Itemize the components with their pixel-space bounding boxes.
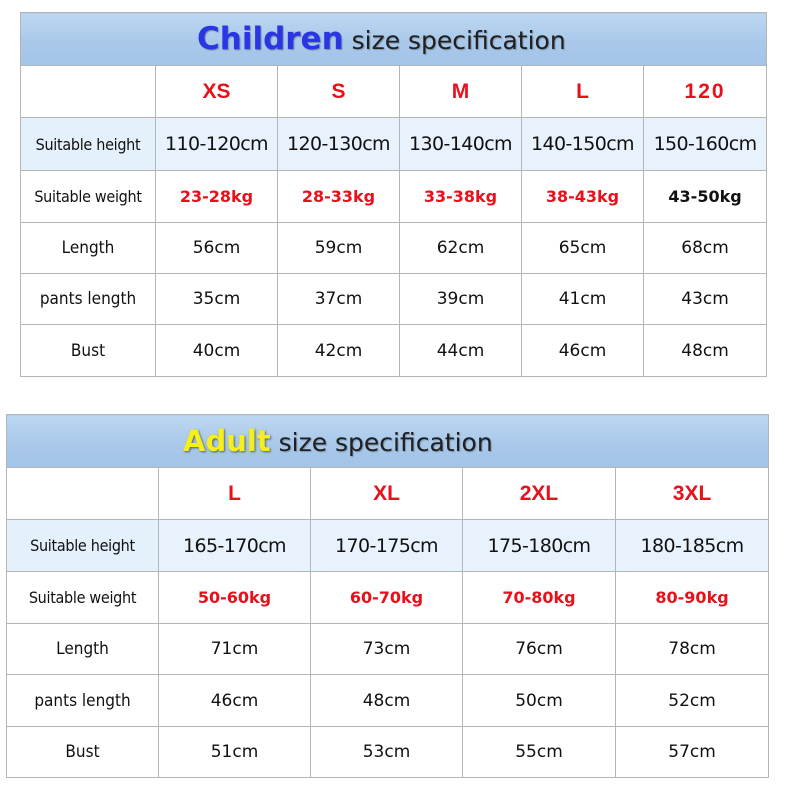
children-height-value: 110-120cm [156, 118, 278, 171]
adult-pants-value: 52cm [616, 675, 769, 727]
adult-bust-label: Bust [7, 727, 159, 778]
children-pants-value: 41cm [522, 274, 644, 325]
adult-size-header-row [7, 468, 769, 520]
adult-height-label: Suitable height [7, 520, 159, 572]
children-bust-value: 42cm [278, 325, 400, 377]
children-weight-value: 28-33kg [278, 171, 400, 223]
adult-weight-value: 50-60kg [159, 572, 311, 624]
adult-length-row [7, 624, 769, 675]
children-pants-value: 43cm [644, 274, 767, 325]
children-size-xs: XS [156, 66, 278, 118]
adult-title-rest: size specification [270, 428, 493, 457]
adult-size-table [6, 414, 769, 778]
children-length-value: 59cm [278, 223, 400, 274]
children-size-table [20, 12, 767, 377]
children-bust-label: Bust [21, 325, 156, 377]
children-height-value: 150-160cm [644, 118, 767, 171]
adult-pants-value: 50cm [463, 675, 616, 727]
adult-bust-value: 55cm [463, 727, 616, 778]
children-pants-row [21, 274, 767, 325]
children-length-value: 65cm [522, 223, 644, 274]
adult-pants-value: 48cm [311, 675, 463, 727]
children-length-value: 62cm [400, 223, 522, 274]
children-pants-value: 37cm [278, 274, 400, 325]
adult-weight-value: 70-80kg [463, 572, 616, 624]
adult-length-label: Length [7, 624, 159, 675]
children-height-value: 140-150cm [522, 118, 644, 171]
adult-height-value: 180-185cm [616, 520, 769, 572]
adult-height-value: 175-180cm [463, 520, 616, 572]
children-length-value: 68cm [644, 223, 767, 274]
adult-title-keyword: Adult [183, 424, 271, 458]
adult-weight-row [7, 572, 769, 624]
children-header-corner [21, 66, 156, 118]
adult-length-value: 73cm [311, 624, 463, 675]
children-bust-row [21, 325, 767, 377]
children-title-rest: size specification [343, 26, 566, 55]
children-size-m: M [400, 66, 522, 118]
adult-length-value: 71cm [159, 624, 311, 675]
children-weight-value: 43-50kg [644, 171, 767, 223]
children-bust-value: 40cm [156, 325, 278, 377]
adult-height-row [7, 520, 769, 572]
children-weight-value: 33-38kg [400, 171, 522, 223]
children-weight-label: Suitable weight [21, 171, 156, 223]
children-size-s: S [278, 66, 400, 118]
adult-height-value: 170-175cm [311, 520, 463, 572]
children-bust-value: 44cm [400, 325, 522, 377]
children-height-row [21, 118, 767, 171]
children-pants-label: pants length [21, 274, 156, 325]
children-title-keyword: Children [197, 21, 344, 57]
adult-weight-value: 80-90kg [616, 572, 769, 624]
adult-length-value: 78cm [616, 624, 769, 675]
children-height-value: 130-140cm [400, 118, 522, 171]
children-weight-value: 38-43kg [522, 171, 644, 223]
children-length-row [21, 223, 767, 274]
adult-pants-label: pants length [7, 675, 159, 727]
children-pants-value: 39cm [400, 274, 522, 325]
children-weight-row [21, 171, 767, 223]
children-pants-value: 35cm [156, 274, 278, 325]
children-length-label: Length [21, 223, 156, 274]
adult-bust-value: 51cm [159, 727, 311, 778]
adult-table-title [7, 415, 769, 468]
adult-header-corner [7, 468, 159, 520]
children-table-title [21, 13, 767, 66]
children-size-header-row [21, 66, 767, 118]
adult-weight-label: Suitable weight [7, 572, 159, 624]
children-weight-value: 23-28kg [156, 171, 278, 223]
children-height-label: Suitable height [21, 118, 156, 171]
adult-size-3xl: 3XL [616, 468, 769, 520]
adult-bust-value: 57cm [616, 727, 769, 778]
children-length-value: 56cm [156, 223, 278, 274]
children-bust-value: 46cm [522, 325, 644, 377]
adult-pants-row [7, 675, 769, 727]
adult-bust-value: 53cm [311, 727, 463, 778]
adult-height-value: 165-170cm [159, 520, 311, 572]
adult-size-2xl: 2XL [463, 468, 616, 520]
children-size-120: 120 [644, 66, 767, 118]
children-height-value: 120-130cm [278, 118, 400, 171]
adult-length-value: 76cm [463, 624, 616, 675]
children-size-l: L [522, 66, 644, 118]
children-bust-value: 48cm [644, 325, 767, 377]
adult-size-xl: XL [311, 468, 463, 520]
adult-pants-value: 46cm [159, 675, 311, 727]
adult-weight-value: 60-70kg [311, 572, 463, 624]
adult-bust-row [7, 727, 769, 778]
adult-size-l: L [159, 468, 311, 520]
